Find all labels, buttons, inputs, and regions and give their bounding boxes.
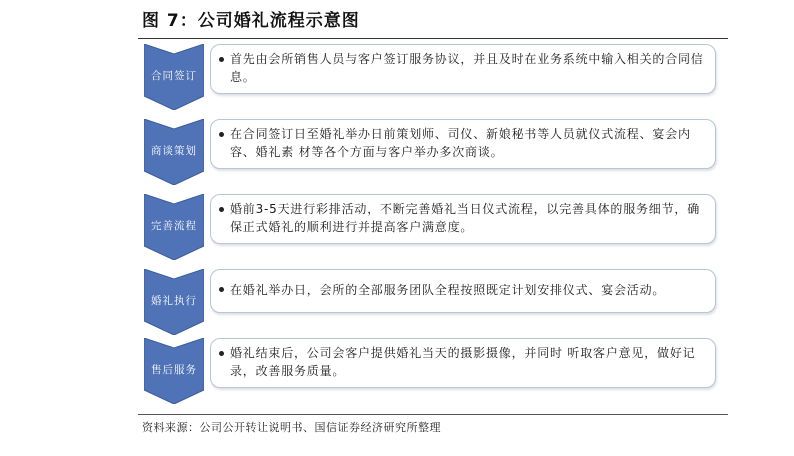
step-label: 完善流程 bbox=[151, 220, 197, 232]
process-steps bbox=[138, 6, 728, 438]
step-contract bbox=[138, 44, 728, 108]
step-description-box bbox=[210, 194, 716, 244]
step-description-box bbox=[210, 44, 716, 94]
source-rule bbox=[138, 414, 728, 415]
step-execute bbox=[138, 269, 728, 333]
step-description: 首先由会所销售人员与客户签订服务协议，并且及时在业务系统中输入相关的合同信息。 bbox=[230, 52, 704, 84]
step-label: 合同签订 bbox=[151, 70, 197, 82]
step-planning bbox=[138, 119, 728, 183]
bullet-icon bbox=[219, 287, 224, 292]
step-refine bbox=[138, 194, 728, 258]
step-description: 婚前3-5天进行彩排活动，不断完善婚礼当日仪式流程，以完善具体的服务细节，确保正式婚礼的顺利进行并提高客户满意度。 bbox=[230, 202, 701, 234]
bullet-icon bbox=[219, 132, 224, 137]
step-description-box bbox=[210, 119, 716, 169]
bullet-icon bbox=[219, 57, 224, 62]
figure-frame bbox=[138, 6, 728, 438]
bullet-icon bbox=[219, 351, 224, 356]
figure-title: 图 7：公司婚礼流程示意图 bbox=[142, 11, 360, 31]
step-description: 在婚礼举办日，会所的全部服务团队全程按照既定计划安排仪式、宴会活动。 bbox=[230, 283, 666, 297]
source-note: 资料来源：公司公开转让说明书、国信证券经济研究所整理 bbox=[142, 421, 441, 434]
step-label: 售后服务 bbox=[151, 364, 197, 376]
step-description-box bbox=[210, 338, 716, 388]
step-description: 在合同签订日至婚礼举办日前策划师、司仪、新娘秘书等人员就仪式流程、宴会内容、婚礼素 材等各个方面与客户举办多次商谈。 bbox=[230, 127, 691, 159]
step-label: 婚礼执行 bbox=[151, 295, 197, 307]
step-aftersales bbox=[138, 338, 728, 402]
step-label: 商谈策划 bbox=[151, 145, 197, 157]
step-description: 婚礼结束后，公司会客户提供婚礼当天的摄影摄像，并同时 听取客户意见，做好记录，改善服务质量。 bbox=[230, 346, 696, 378]
step-description-box bbox=[210, 269, 716, 313]
bullet-icon bbox=[219, 207, 224, 212]
